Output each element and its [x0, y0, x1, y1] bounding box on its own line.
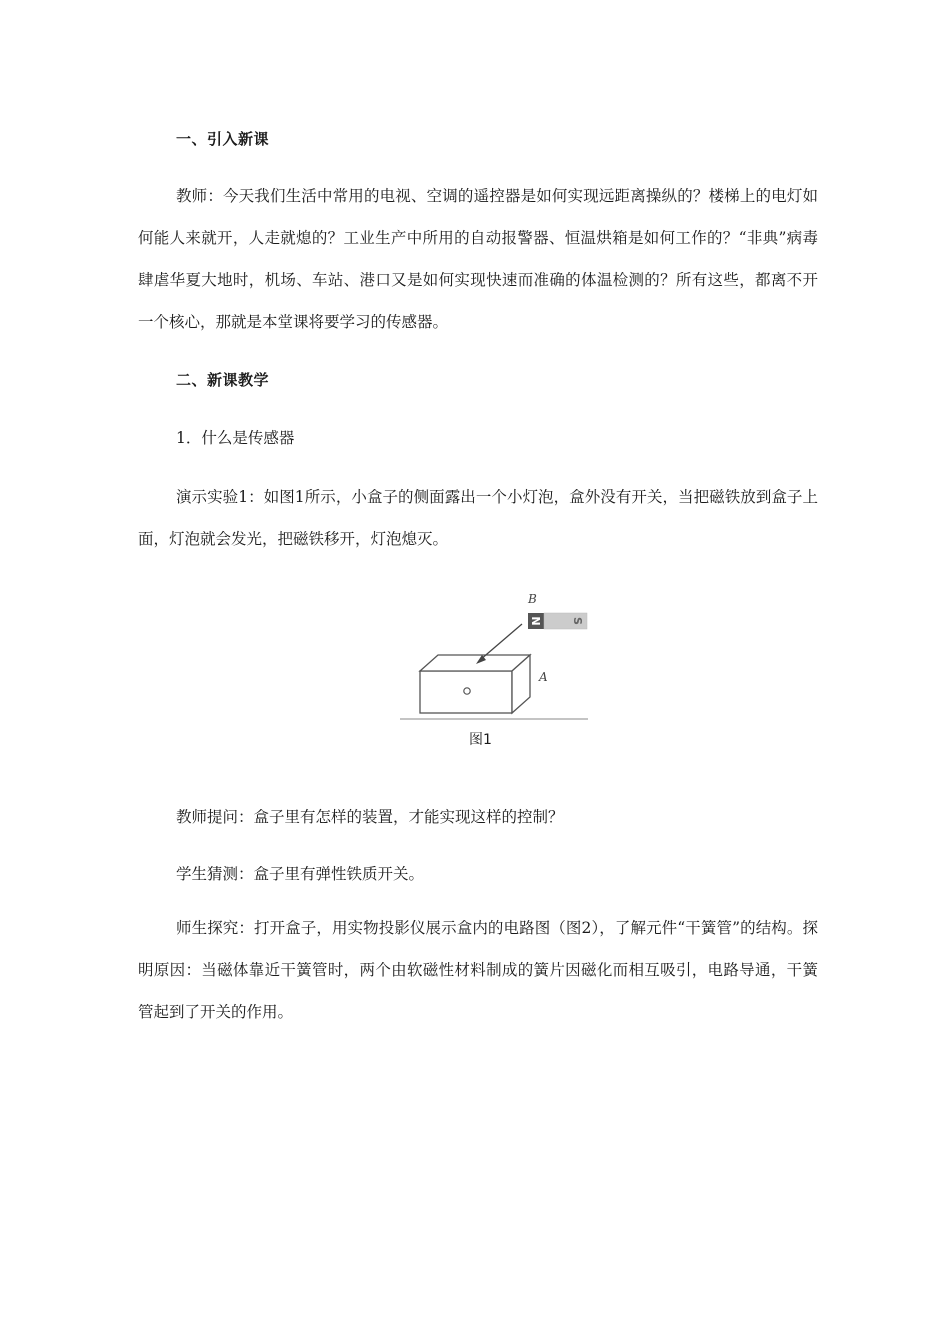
paragraph-demo-experiment: 演示实验1：如图1所示，小盒子的侧面露出一个小灯泡，盒外没有开关，当把磁铁放到盒子上面，灯泡就会发光，把磁铁移开，灯泡熄灭。 — [138, 488, 818, 548]
subheading-what-is-sensor: 1．什么是传感器 — [176, 429, 295, 447]
label-b: B — [528, 592, 537, 606]
section-heading-teaching: 二、新课教学 — [176, 371, 270, 389]
magnet-n-label: N — [529, 616, 542, 626]
figure-caption: 图1 — [469, 732, 492, 748]
section-heading-intro: 一、引入新课 — [176, 130, 270, 148]
bulb-icon — [464, 688, 470, 694]
paragraph-teacher-question: 教师提问：盒子里有怎样的装置，才能实现这样的控制？ — [176, 808, 564, 826]
figure-1 — [400, 585, 590, 755]
box-magnet-diagram — [400, 585, 590, 735]
paragraph-intro: 教师：今天我们生活中常用的电视、空调的遥控器是如何实现远距离操纵的？楼梯上的电灯如何能人来就开，人走就熄的？工业生产中所用的自动报警器、恒温烘箱是如何工作的？“非典”病毒肆虐华夏大地时，机场、车站、港口又是如何实现快速而准确的体温检测的？所有这些，都离不开一个核心，那就是本堂课将要学习的传感器。 — [138, 187, 818, 331]
magnet-s-label: S — [571, 617, 584, 625]
paragraph-student-guess: 学生猜测：盒子里有弹性铁质开关。 — [176, 865, 425, 883]
box-top-face — [420, 655, 530, 671]
label-a: A — [539, 670, 548, 684]
paragraph-exploration: 师生探究：打开盒子，用实物投影仪展示盒内的电路图（图2），了解元件“干簧管”的结构。探明原因：当磁体靠近干簧管时，两个由软磁性材料制成的簧片因磁化而相互吸引，电路导通，干簧管起到了开关的作用。 — [138, 919, 818, 1021]
